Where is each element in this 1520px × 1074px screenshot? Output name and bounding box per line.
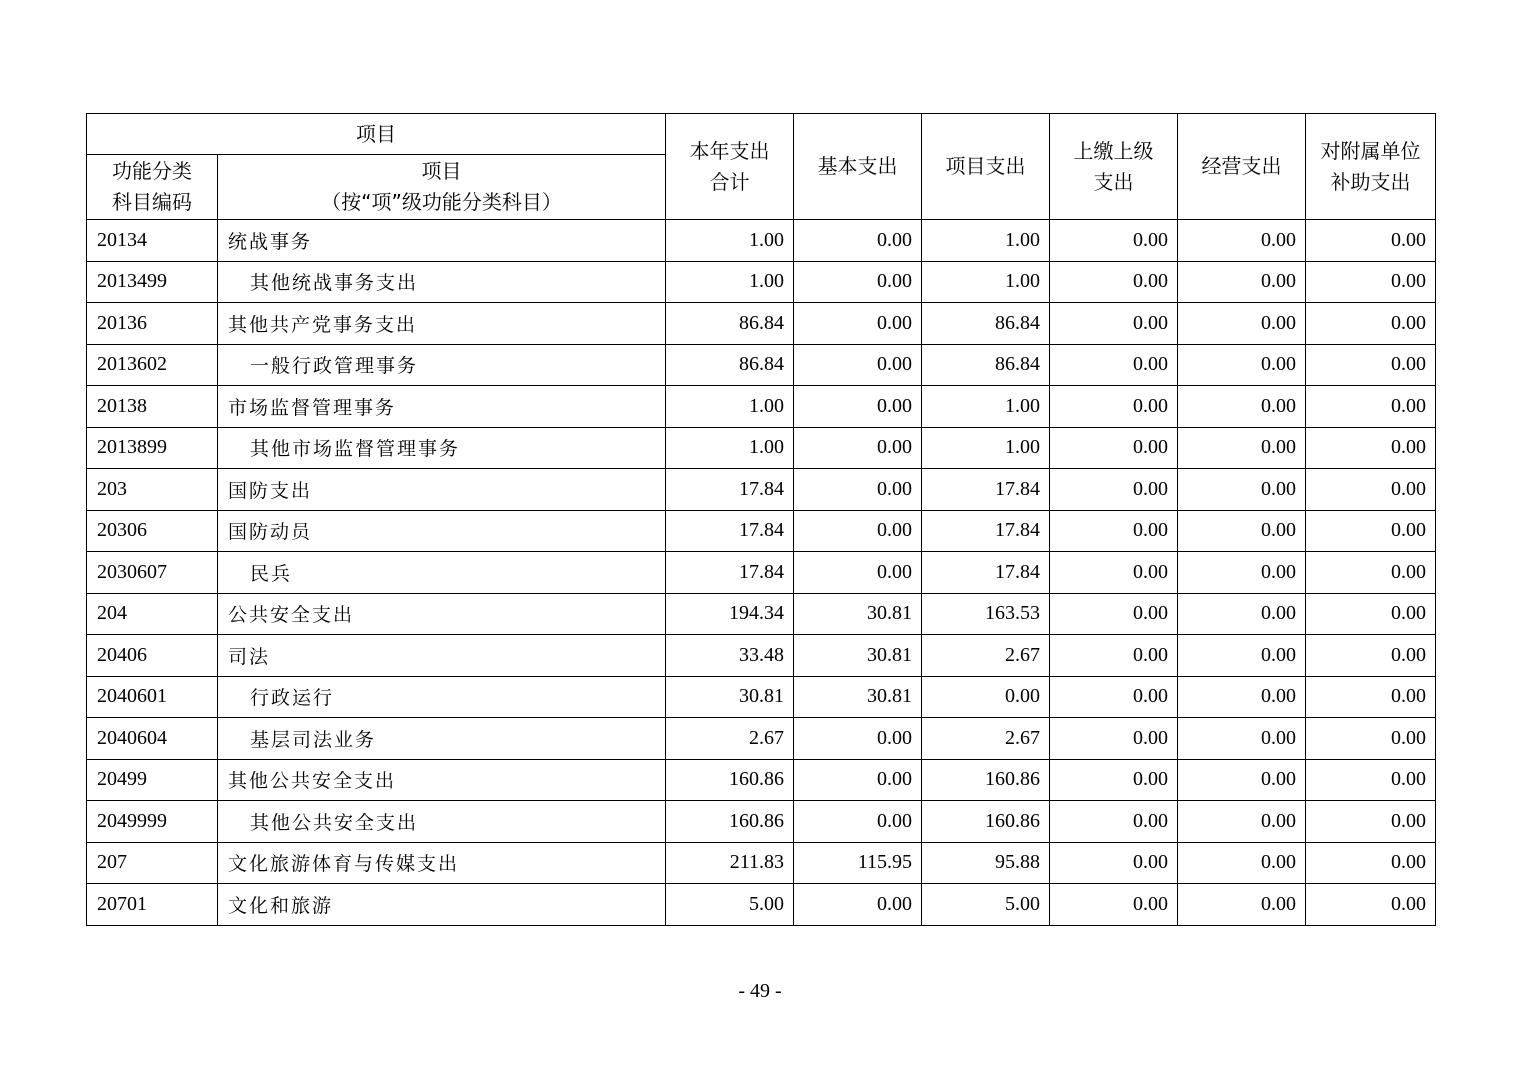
cell-code: 2040601 [87, 676, 218, 718]
cell-project: 163.53 [922, 593, 1050, 635]
header-name-line2: （按“项”级功能分类科目） [321, 190, 562, 214]
cell-total: 5.00 [666, 884, 794, 926]
cell-upper: 0.00 [1050, 718, 1178, 760]
header-name-line1: 项目 [421, 159, 462, 183]
cell-total: 86.84 [666, 344, 794, 386]
header-project-label: 项目支出 [945, 154, 1026, 178]
table-body [87, 220, 1436, 926]
header-name [218, 155, 666, 220]
cell-code: 2049999 [87, 801, 218, 843]
cell-basic: 30.81 [794, 593, 922, 635]
header-group-label: 项目 [356, 121, 396, 146]
cell-name: 司法 [218, 635, 666, 677]
cell-total: 160.86 [666, 801, 794, 843]
cell-total: 2.67 [666, 718, 794, 760]
cell-project: 17.84 [922, 469, 1050, 511]
table-row [87, 842, 1436, 884]
cell-total: 86.84 [666, 303, 794, 345]
cell-project: 1.00 [922, 386, 1050, 428]
cell-code: 2040604 [87, 718, 218, 760]
header-group-item [87, 114, 666, 155]
cell-project: 17.84 [922, 510, 1050, 552]
table-row [87, 427, 1436, 469]
cell-business: 0.00 [1178, 552, 1306, 594]
cell-name: 文化旅游体育与传媒支出 [218, 842, 666, 884]
table-row [87, 676, 1436, 718]
cell-basic: 0.00 [794, 510, 922, 552]
cell-upper: 0.00 [1050, 842, 1178, 884]
cell-project: 17.84 [922, 552, 1050, 594]
header-code-line2: 科目编码 [112, 190, 192, 214]
table-row [87, 510, 1436, 552]
cell-business: 0.00 [1178, 386, 1306, 428]
cell-code: 20499 [87, 759, 218, 801]
header-business [1178, 114, 1306, 220]
cell-business: 0.00 [1178, 261, 1306, 303]
cell-project: 160.86 [922, 801, 1050, 843]
table-row [87, 220, 1436, 262]
page-number: - 49 - [738, 980, 782, 1002]
cell-upper: 0.00 [1050, 220, 1178, 262]
cell-upper: 0.00 [1050, 510, 1178, 552]
cell-name: 统战事务 [218, 220, 666, 262]
cell-project: 86.84 [922, 344, 1050, 386]
table-row [87, 635, 1436, 677]
header-project [922, 114, 1050, 220]
cell-total: 211.83 [666, 842, 794, 884]
header-upper-line2: 支出 [1093, 169, 1134, 194]
cell-subsidy: 0.00 [1306, 303, 1436, 345]
cell-business: 0.00 [1178, 718, 1306, 760]
cell-subsidy: 0.00 [1306, 718, 1436, 760]
header-row-top [87, 114, 1436, 155]
cell-subsidy: 0.00 [1306, 261, 1436, 303]
cell-upper: 0.00 [1050, 759, 1178, 801]
cell-subsidy: 0.00 [1306, 427, 1436, 469]
cell-business: 0.00 [1178, 510, 1306, 552]
cell-total: 1.00 [666, 427, 794, 469]
cell-project: 2.67 [922, 635, 1050, 677]
cell-business: 0.00 [1178, 344, 1306, 386]
header-upper [1050, 114, 1178, 220]
cell-name: 其他公共安全支出 [218, 759, 666, 801]
cell-total: 30.81 [666, 676, 794, 718]
cell-name: 基层司法业务 [218, 718, 666, 760]
cell-project: 5.00 [922, 884, 1050, 926]
cell-project: 2.67 [922, 718, 1050, 760]
cell-business: 0.00 [1178, 759, 1306, 801]
cell-code: 2030607 [87, 552, 218, 594]
table-row [87, 261, 1436, 303]
cell-basic: 0.00 [794, 801, 922, 843]
cell-basic: 0.00 [794, 427, 922, 469]
cell-subsidy: 0.00 [1306, 344, 1436, 386]
cell-name: 民兵 [218, 552, 666, 594]
cell-business: 0.00 [1178, 220, 1306, 262]
table-row [87, 884, 1436, 926]
cell-code: 2013499 [87, 261, 218, 303]
cell-basic: 0.00 [794, 303, 922, 345]
cell-name: 其他市场监督管理事务 [218, 427, 666, 469]
cell-subsidy: 0.00 [1306, 801, 1436, 843]
cell-business: 0.00 [1178, 427, 1306, 469]
cell-upper: 0.00 [1050, 427, 1178, 469]
cell-basic: 30.81 [794, 635, 922, 677]
cell-basic: 0.00 [794, 220, 922, 262]
header-total-line2: 合计 [709, 169, 750, 194]
cell-upper: 0.00 [1050, 552, 1178, 594]
table-row [87, 303, 1436, 345]
cell-name: 国防动员 [218, 510, 666, 552]
header-basic [794, 114, 922, 220]
cell-code: 20406 [87, 635, 218, 677]
header-subsidy [1306, 114, 1436, 220]
cell-upper: 0.00 [1050, 303, 1178, 345]
cell-code: 20138 [87, 386, 218, 428]
budget-expenditure-table [86, 113, 1436, 926]
cell-basic: 0.00 [794, 469, 922, 511]
cell-subsidy: 0.00 [1306, 220, 1436, 262]
cell-project: 1.00 [922, 427, 1050, 469]
cell-basic: 0.00 [794, 759, 922, 801]
cell-subsidy: 0.00 [1306, 676, 1436, 718]
cell-name: 公共安全支出 [218, 593, 666, 635]
cell-subsidy: 0.00 [1306, 593, 1436, 635]
header-upper-line1: 上缴上级 [1073, 138, 1154, 163]
cell-name: 其他公共安全支出 [218, 801, 666, 843]
table-row [87, 344, 1436, 386]
cell-total: 33.48 [666, 635, 794, 677]
cell-basic: 0.00 [794, 884, 922, 926]
header-code [87, 155, 218, 220]
cell-subsidy: 0.00 [1306, 386, 1436, 428]
cell-basic: 30.81 [794, 676, 922, 718]
cell-upper: 0.00 [1050, 386, 1178, 428]
cell-subsidy: 0.00 [1306, 510, 1436, 552]
cell-subsidy: 0.00 [1306, 552, 1436, 594]
cell-upper: 0.00 [1050, 344, 1178, 386]
cell-upper: 0.00 [1050, 884, 1178, 926]
cell-basic: 115.95 [794, 842, 922, 884]
cell-project: 0.00 [922, 676, 1050, 718]
cell-subsidy: 0.00 [1306, 469, 1436, 511]
table-row [87, 593, 1436, 635]
cell-total: 17.84 [666, 510, 794, 552]
table-row [87, 386, 1436, 428]
cell-business: 0.00 [1178, 635, 1306, 677]
cell-name: 国防支出 [218, 469, 666, 511]
cell-basic: 0.00 [794, 552, 922, 594]
cell-upper: 0.00 [1050, 469, 1178, 511]
cell-name: 其他统战事务支出 [218, 261, 666, 303]
cell-code: 204 [87, 593, 218, 635]
cell-business: 0.00 [1178, 303, 1306, 345]
header-code-line1: 功能分类 [112, 159, 192, 183]
cell-business: 0.00 [1178, 884, 1306, 926]
table-row [87, 552, 1436, 594]
cell-code: 20134 [87, 220, 218, 262]
cell-upper: 0.00 [1050, 593, 1178, 635]
cell-total: 1.00 [666, 386, 794, 428]
cell-basic: 0.00 [794, 344, 922, 386]
cell-upper: 0.00 [1050, 261, 1178, 303]
cell-subsidy: 0.00 [1306, 884, 1436, 926]
header-business-label: 经营支出 [1201, 154, 1282, 178]
cell-project: 95.88 [922, 842, 1050, 884]
cell-project: 1.00 [922, 261, 1050, 303]
header-subsidy-line1: 对附属单位 [1320, 138, 1421, 163]
cell-project: 86.84 [922, 303, 1050, 345]
table-row [87, 801, 1436, 843]
cell-total: 17.84 [666, 552, 794, 594]
cell-upper: 0.00 [1050, 801, 1178, 843]
cell-business: 0.00 [1178, 676, 1306, 718]
cell-project: 160.86 [922, 759, 1050, 801]
cell-total: 160.86 [666, 759, 794, 801]
table-row [87, 718, 1436, 760]
cell-code: 203 [87, 469, 218, 511]
cell-code: 2013899 [87, 427, 218, 469]
header-total [666, 114, 794, 220]
cell-name: 一般行政管理事务 [218, 344, 666, 386]
cell-upper: 0.00 [1050, 635, 1178, 677]
cell-name: 其他共产党事务支出 [218, 303, 666, 345]
cell-name: 行政运行 [218, 676, 666, 718]
cell-subsidy: 0.00 [1306, 759, 1436, 801]
cell-total: 194.34 [666, 593, 794, 635]
cell-project: 1.00 [922, 220, 1050, 262]
cell-code: 207 [87, 842, 218, 884]
cell-business: 0.00 [1178, 469, 1306, 511]
cell-code: 20306 [87, 510, 218, 552]
cell-code: 20136 [87, 303, 218, 345]
cell-basic: 0.00 [794, 261, 922, 303]
header-basic-label: 基本支出 [817, 154, 898, 178]
cell-upper: 0.00 [1050, 676, 1178, 718]
cell-basic: 0.00 [794, 386, 922, 428]
header-subsidy-line2: 补助支出 [1330, 169, 1411, 194]
cell-code: 2013602 [87, 344, 218, 386]
cell-subsidy: 0.00 [1306, 635, 1436, 677]
cell-code: 20701 [87, 884, 218, 926]
cell-business: 0.00 [1178, 842, 1306, 884]
cell-name: 市场监督管理事务 [218, 386, 666, 428]
cell-subsidy: 0.00 [1306, 842, 1436, 884]
cell-total: 1.00 [666, 220, 794, 262]
header-total-line1: 本年支出 [689, 138, 770, 163]
cell-total: 17.84 [666, 469, 794, 511]
cell-business: 0.00 [1178, 593, 1306, 635]
cell-name: 文化和旅游 [218, 884, 666, 926]
cell-business: 0.00 [1178, 801, 1306, 843]
table-row [87, 759, 1436, 801]
cell-total: 1.00 [666, 261, 794, 303]
cell-basic: 0.00 [794, 718, 922, 760]
table-row [87, 469, 1436, 511]
